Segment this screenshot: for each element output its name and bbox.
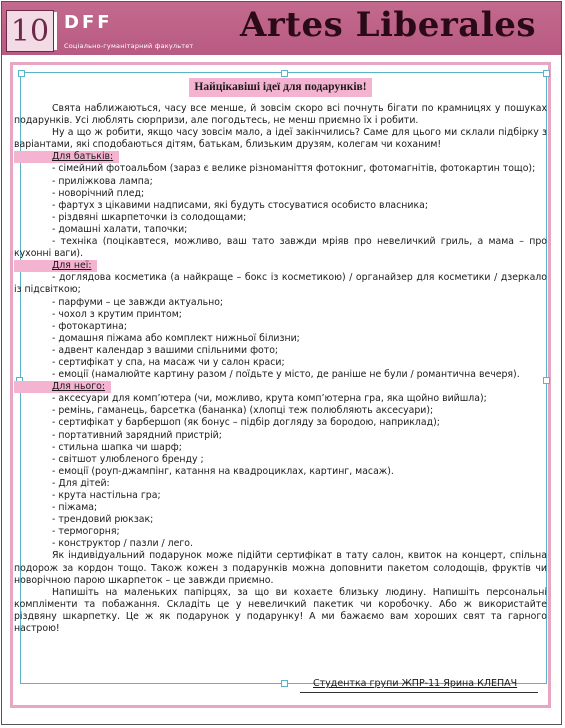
list-item: - різдвяні шкарпеточки із солодощами; bbox=[52, 211, 247, 223]
section-heading-parents: Для батьків: bbox=[14, 151, 119, 163]
list-item: - новорічний плед; bbox=[52, 187, 145, 199]
list-item: - трендовий рюкзак; bbox=[52, 514, 154, 526]
list-item: - стильна шапка чи шарф; bbox=[52, 441, 182, 453]
list-item: - піжама; bbox=[52, 502, 98, 514]
masthead bbox=[2, 2, 561, 55]
list-item: - приліжкова лампа; bbox=[52, 175, 153, 187]
list-item: - домашні халати, тапочки; bbox=[52, 223, 188, 235]
list-item: - крута настільна гра; bbox=[52, 490, 161, 501]
signature-rule bbox=[300, 692, 538, 693]
list-item: - сімейний фотоальбом (зараз є велике різноманіття фотокниг, фотомагнітів, фотокартин тощо); bbox=[52, 163, 536, 175]
list-item: - сертифікат у спа, на масаж чи у салон краси; bbox=[52, 356, 285, 368]
author-signature: Студентка групи ЖПР-11 Ярина КЛЕПАЧ bbox=[313, 678, 518, 689]
list-item: - фотокартина; bbox=[52, 320, 128, 332]
list-item: - аксесуари для комп’ютера (чи, можливо, крута комп’ютерна гра, яка щойно вийшла); bbox=[52, 393, 487, 405]
outro-paragraph: Як індивідуальний подарунок може підійти сертифікат в тату салон, квиток на концерт, спільна подорож за кордон тощо. Також кожен з подарунків можна доповнити пакетом солодощів, фруктів чи новорічною парою шкарпеток – це завжди приємно. bbox=[14, 550, 547, 586]
resize-handle-bottom-middle[interactable] bbox=[281, 680, 288, 687]
intro-paragraph: Свята наближаються, часу все менше, й зовсім скоро всі почнуть бігати по крамницях у пошуках подарунків. Усі люблять сюрпризи, але погодьтесь, не менш приємно їх і робити. bbox=[14, 103, 547, 127]
issue-divider bbox=[54, 12, 57, 50]
list-item: - техніка (поцікавтеся, можливо, ваш тато завжди мріяв про невеличкий гриль, а мама – про кухонні ваги). bbox=[14, 236, 547, 260]
list-item: - чохол з крутим принтом; bbox=[52, 308, 182, 320]
magazine-title: Artes Liberales bbox=[240, 5, 536, 45]
list-item: - парфуми – це завжди актуально; bbox=[52, 296, 224, 308]
issue-number: 10 bbox=[6, 10, 54, 52]
list-item: - фартух з цікавими надписами, які будуть стосуватися особисто власника; bbox=[52, 199, 428, 211]
list-item: - конструктор / пазли / лего. bbox=[52, 538, 193, 550]
outro-paragraph: Напишіть на маленьких папірцях, за що ви кохаєте близьку людину. Напишіть персональні компліменти та побажання. Складіть це у невеличкий пакетик чи коробочку. Або ж використайте різдвяну шкарпетку. Це ж як подарунок у подарунку! А ми бажаємо вам хороших свят та гарного настрою! bbox=[14, 586, 547, 635]
section-heading-her: Для неї: bbox=[14, 260, 97, 272]
list-item: - світшот улюбленого бренду ; bbox=[52, 453, 204, 465]
faculty-name: Соціально-гуманітарний факультет bbox=[64, 42, 194, 50]
list-item: - домашня піжама або комплект нижньої білизни; bbox=[52, 332, 300, 344]
list-item: - Для дітей: bbox=[52, 477, 110, 489]
list-item: - адвент календар з вашими спільними фото; bbox=[52, 344, 279, 356]
list-item: - емоції (роуп-джампінг, катання на квадроциклах, картинг, масаж). bbox=[52, 465, 394, 477]
list-item: - сертифікат у барбершоп (як бонус – підбір догляду за бородою, наприклад); bbox=[52, 417, 440, 429]
section-heading-him: Для нього: bbox=[14, 381, 111, 393]
list-item: - емоції (намалюйте картину разом / поїдьте у місто, де раніше не були / романтична вечеря). bbox=[52, 369, 520, 381]
list-item: - портативний зарядний пристрій; bbox=[52, 429, 222, 441]
article-body bbox=[14, 72, 547, 635]
list-item: - ремінь, гаманець, барсетка (бананка) (хлопці теж полюбляють аксесуари); bbox=[52, 405, 434, 417]
list-item: - доглядова косметика (а найкраще – бокс із косметикою) / органайзер для косметики / дзеркало із підсвіткою; bbox=[14, 272, 547, 296]
faculty-logo: DFF bbox=[64, 12, 113, 33]
article-title: Найцікавіші ідеї для подарунків! bbox=[189, 78, 371, 97]
intro-paragraph: Ну а що ж робити, якщо часу зовсім мало, а ідеї закінчились? Саме для цього ми склали підбірку з варіантами, які сподобаються дітям, батькам, близьким друзям, колегам чи коханим! bbox=[14, 127, 547, 151]
list-item: - термогорня; bbox=[52, 526, 120, 538]
